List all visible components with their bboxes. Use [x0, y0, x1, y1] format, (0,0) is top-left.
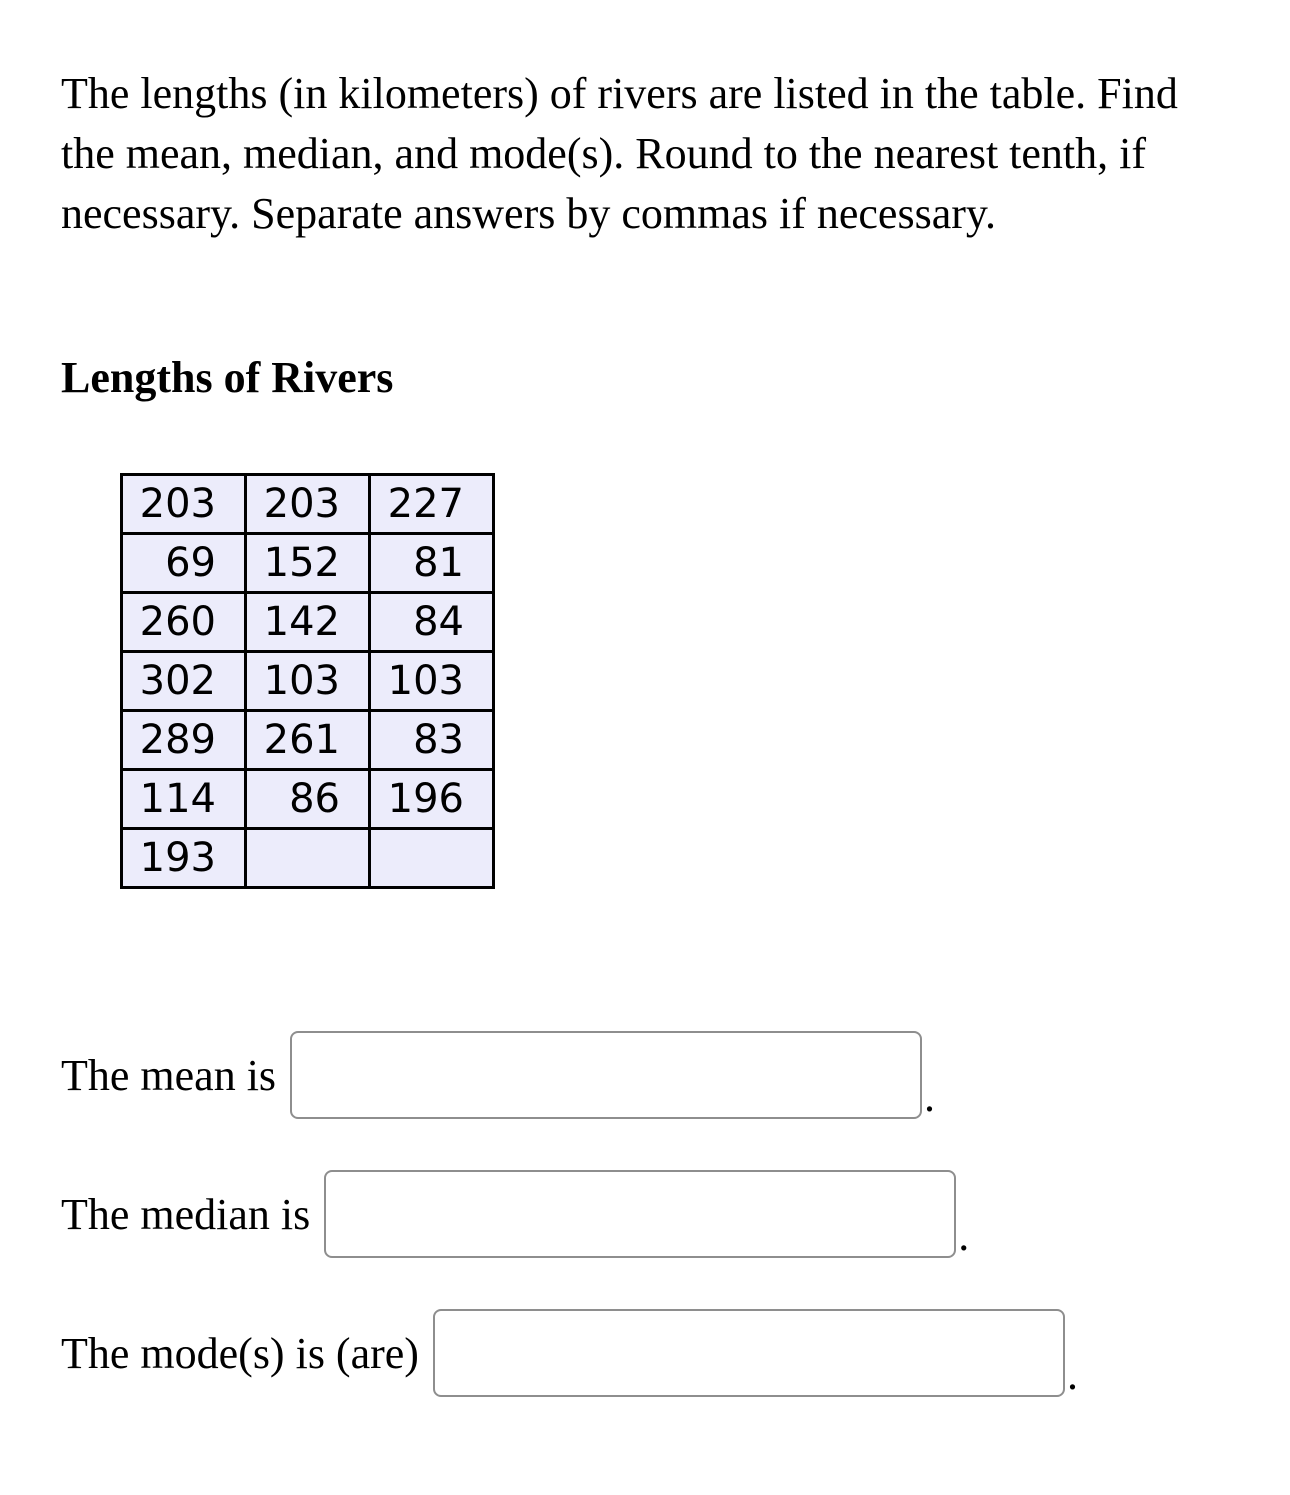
- table-row: [122, 711, 494, 770]
- table-cell: 203: [246, 475, 370, 534]
- table-cell: 103: [370, 652, 494, 711]
- table-cell: 83: [370, 711, 494, 770]
- mean-period: .: [924, 1072, 936, 1121]
- table-cell: 196: [370, 770, 494, 829]
- table-row: [122, 829, 494, 888]
- river-lengths-table: [120, 473, 495, 889]
- table-row: [122, 652, 494, 711]
- table-title: Lengths of Rivers: [61, 353, 394, 402]
- table-cell: 152: [246, 534, 370, 593]
- median-period: .: [958, 1211, 970, 1260]
- question-prompt: The lengths (in kilometers) of rivers are listed in the table. Find the mean, median, and mode(s). Round to the nearest tenth, if necessary. Separate answers by commas if necessary.: [61, 69, 1178, 238]
- table-cell: 302: [122, 652, 246, 711]
- table-cell: 260: [122, 593, 246, 652]
- table-cell: 81: [370, 534, 494, 593]
- table-cell: 193: [122, 829, 246, 888]
- table-cell: 261: [246, 711, 370, 770]
- table-cell: [370, 829, 494, 888]
- mean-label: The mean is: [61, 1050, 277, 1100]
- table-row: [122, 475, 494, 534]
- mode-period: .: [1066, 1350, 1078, 1399]
- table-cell: 86: [246, 770, 370, 829]
- table-cell: 203: [122, 475, 246, 534]
- mode-input[interactable]: [433, 1309, 1065, 1397]
- table-row: [122, 593, 494, 652]
- mode-answer-row: [61, 1309, 1078, 1397]
- mean-answer-row: [61, 1031, 935, 1119]
- table-cell: 103: [246, 652, 370, 711]
- mean-input[interactable]: [290, 1031, 922, 1119]
- table-cell: 289: [122, 711, 246, 770]
- table-row: [122, 770, 494, 829]
- median-input[interactable]: [324, 1170, 956, 1258]
- median-answer-row: [61, 1170, 969, 1258]
- table-cell: 227: [370, 475, 494, 534]
- table-cell: 69: [122, 534, 246, 593]
- table-cell: 84: [370, 593, 494, 652]
- table-row: [122, 534, 494, 593]
- mode-label: The mode(s) is (are): [61, 1328, 419, 1378]
- median-label: The median is: [61, 1189, 311, 1239]
- table-cell: 142: [246, 593, 370, 652]
- table-cell: 114: [122, 770, 246, 829]
- table-cell: [246, 829, 370, 888]
